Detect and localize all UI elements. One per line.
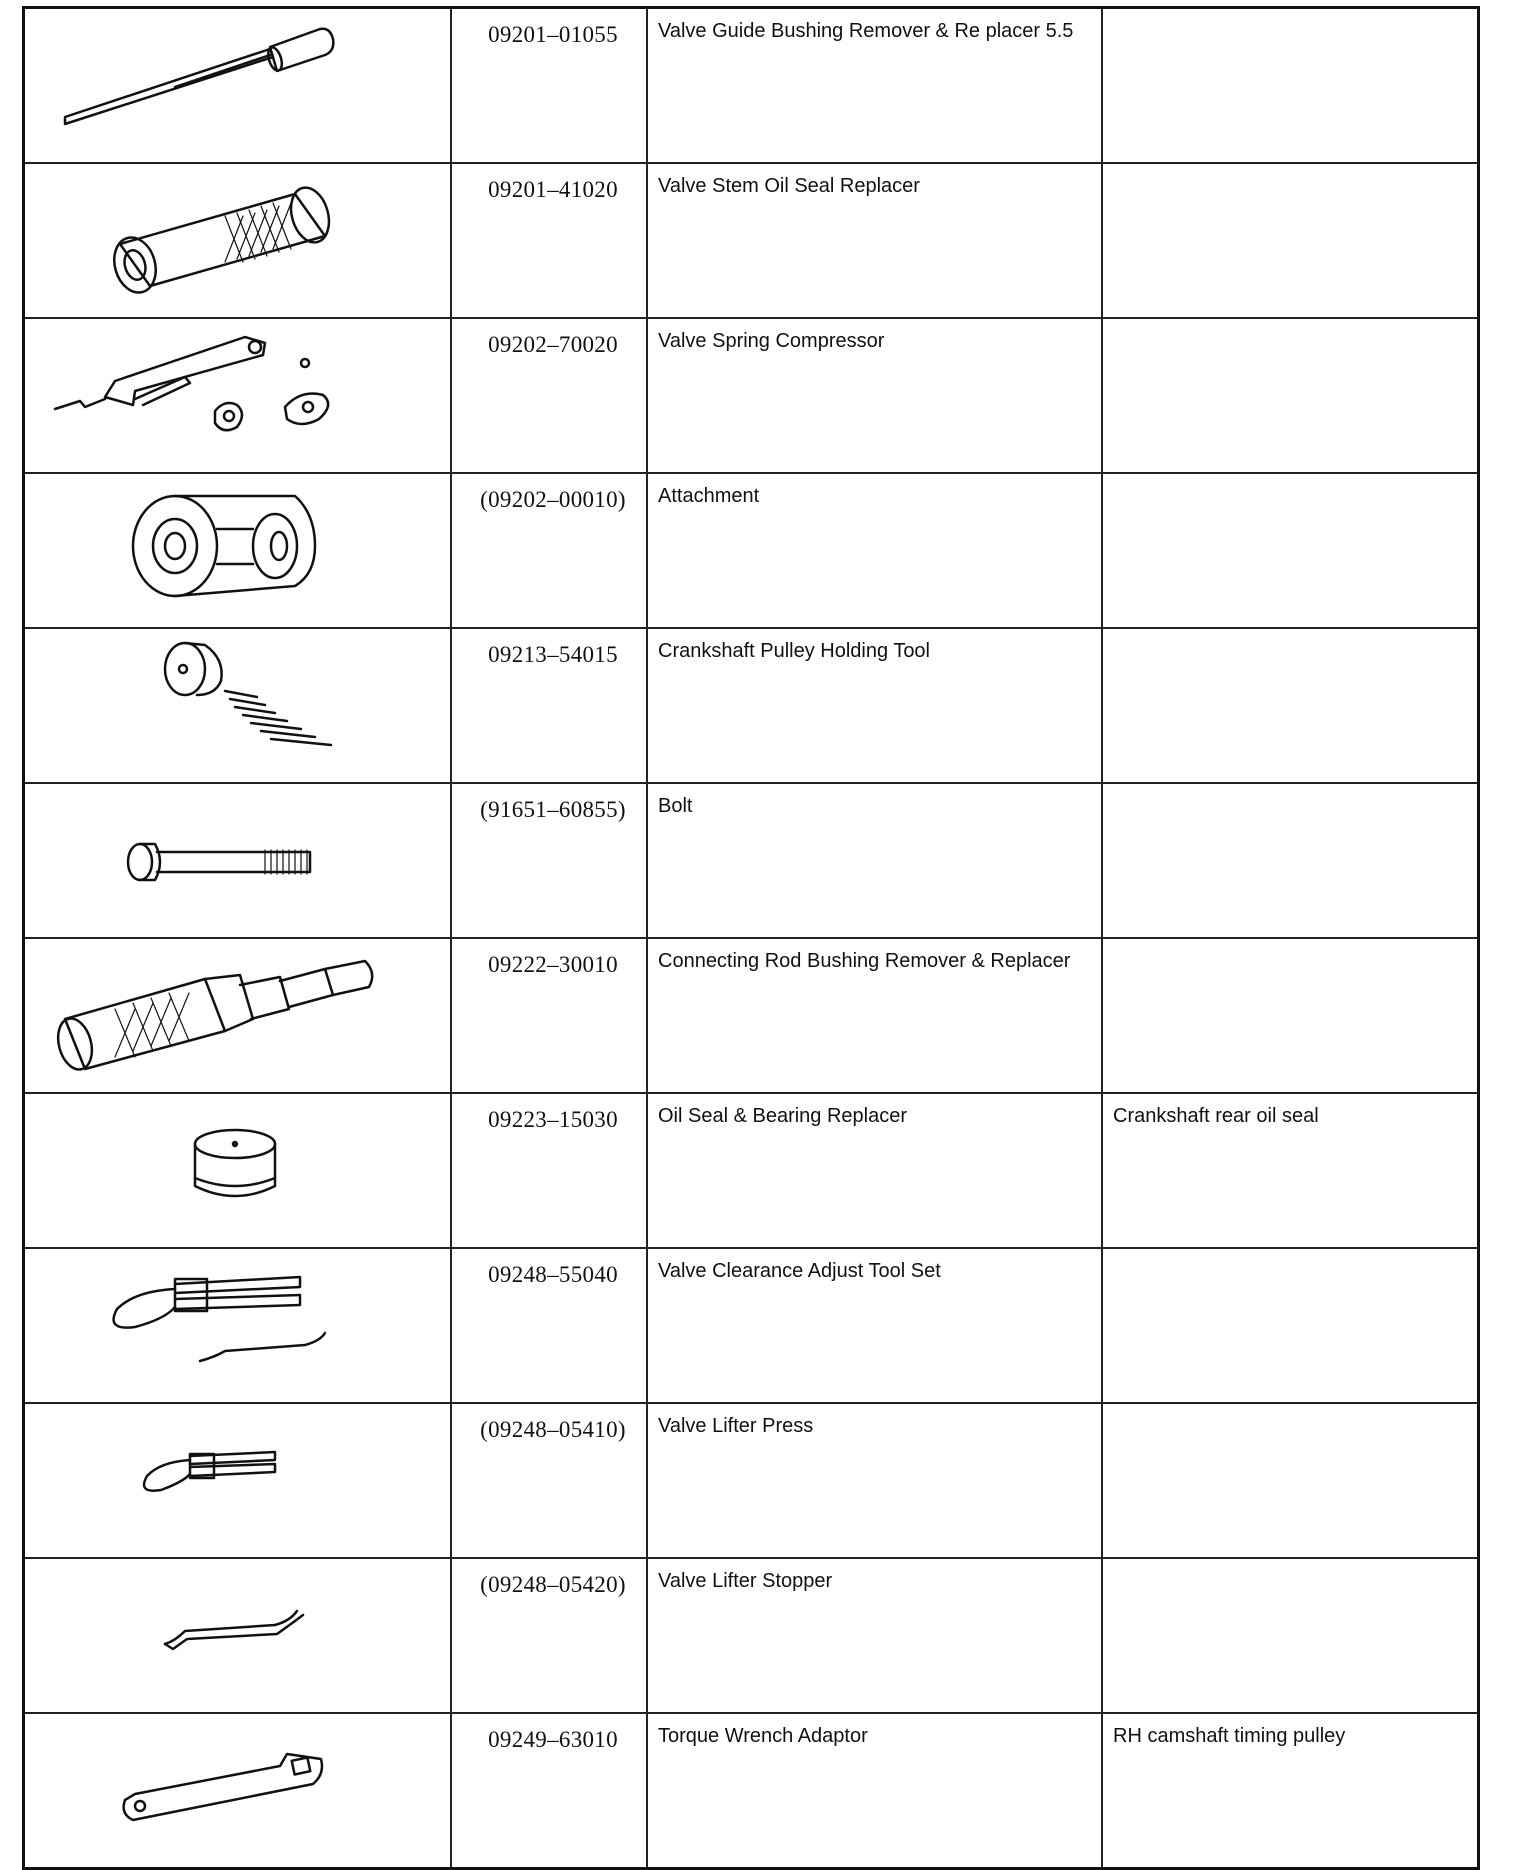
part-number: 09213–54015: [451, 628, 647, 783]
part-number: (91651–60855): [451, 783, 647, 938]
tool-image-cell: [24, 8, 452, 164]
tool-image-cell: [24, 318, 452, 473]
tool-note: [1102, 1248, 1479, 1403]
tool-name: Valve Stem Oil Seal Replacer: [647, 163, 1102, 318]
tool-note: [1102, 318, 1479, 473]
valve-stem-oil-seal-replacer-icon: [25, 164, 450, 304]
part-number: 09223–15030: [451, 1093, 647, 1248]
tool-name: Valve Guide Bushing Remover & Re placer 5.5: [647, 8, 1102, 164]
tool-image-cell: [24, 1713, 452, 1869]
bolt-icon: [25, 784, 450, 924]
table-row: [24, 1713, 1479, 1869]
table-row: [24, 783, 1479, 938]
table-row: [24, 318, 1479, 473]
part-number: (09248–05420): [451, 1558, 647, 1713]
tool-image-cell: [24, 938, 452, 1093]
tool-name: Torque Wrench Adaptor: [647, 1713, 1102, 1869]
oil-seal-bearing-replacer-icon: [25, 1094, 450, 1234]
part-number: 09248–55040: [451, 1248, 647, 1403]
part-number: 09201–41020: [451, 163, 647, 318]
table-row: [24, 628, 1479, 783]
tool-image-cell: [24, 473, 452, 628]
tool-name: Oil Seal & Bearing Replacer: [647, 1093, 1102, 1248]
tool-note: [1102, 1403, 1479, 1558]
valve-spring-compressor-icon: [25, 319, 450, 459]
attachment-icon: [25, 474, 450, 614]
tool-name: Valve Lifter Stopper: [647, 1558, 1102, 1713]
table-row: [24, 8, 1479, 164]
tool-name: Valve Clearance Adjust Tool Set: [647, 1248, 1102, 1403]
tool-image-cell: [24, 1248, 452, 1403]
tool-note: [1102, 628, 1479, 783]
special-service-tools-table: [22, 6, 1480, 1870]
tool-name: Connecting Rod Bushing Remover & Replacer: [647, 938, 1102, 1093]
part-number: 09202–70020: [451, 318, 647, 473]
table-row: [24, 938, 1479, 1093]
part-number: 09201–01055: [451, 8, 647, 164]
crankshaft-pulley-holding-tool-icon: [25, 629, 450, 769]
tool-name: Valve Spring Compressor: [647, 318, 1102, 473]
tool-note: RH camshaft timing pulley: [1102, 1713, 1479, 1869]
table-row: [24, 1403, 1479, 1558]
tool-image-cell: [24, 628, 452, 783]
table-row: [24, 163, 1479, 318]
tool-name: Attachment: [647, 473, 1102, 628]
tool-image-cell: [24, 163, 452, 318]
connecting-rod-bushing-remover-icon: [25, 939, 450, 1079]
tool-name: Crankshaft Pulley Holding Tool: [647, 628, 1102, 783]
table-row: [24, 1248, 1479, 1403]
valve-guide-bushing-remover-icon: [25, 9, 450, 149]
tool-note: [1102, 8, 1479, 164]
tool-name: Valve Lifter Press: [647, 1403, 1102, 1558]
tool-note: Crankshaft rear oil seal: [1102, 1093, 1479, 1248]
part-number: 09222–30010: [451, 938, 647, 1093]
part-number: (09248–05410): [451, 1403, 647, 1558]
tool-image-cell: [24, 1403, 452, 1558]
tool-note: [1102, 938, 1479, 1093]
tool-note: [1102, 163, 1479, 318]
tool-name: Bolt: [647, 783, 1102, 938]
tool-image-cell: [24, 783, 452, 938]
torque-wrench-adaptor-icon: [25, 1714, 450, 1854]
valve-lifter-stopper-icon: [25, 1559, 450, 1699]
valve-lifter-press-icon: [25, 1404, 450, 1544]
valve-clearance-adjust-tool-set-icon: [25, 1249, 450, 1389]
part-number: 09249–63010: [451, 1713, 647, 1869]
table-row: [24, 473, 1479, 628]
table-row: [24, 1093, 1479, 1248]
tool-note: [1102, 783, 1479, 938]
part-number: (09202–00010): [451, 473, 647, 628]
tool-image-cell: [24, 1093, 452, 1248]
tool-image-cell: [24, 1558, 452, 1713]
tool-note: [1102, 1558, 1479, 1713]
table-row: [24, 1558, 1479, 1713]
tool-note: [1102, 473, 1479, 628]
